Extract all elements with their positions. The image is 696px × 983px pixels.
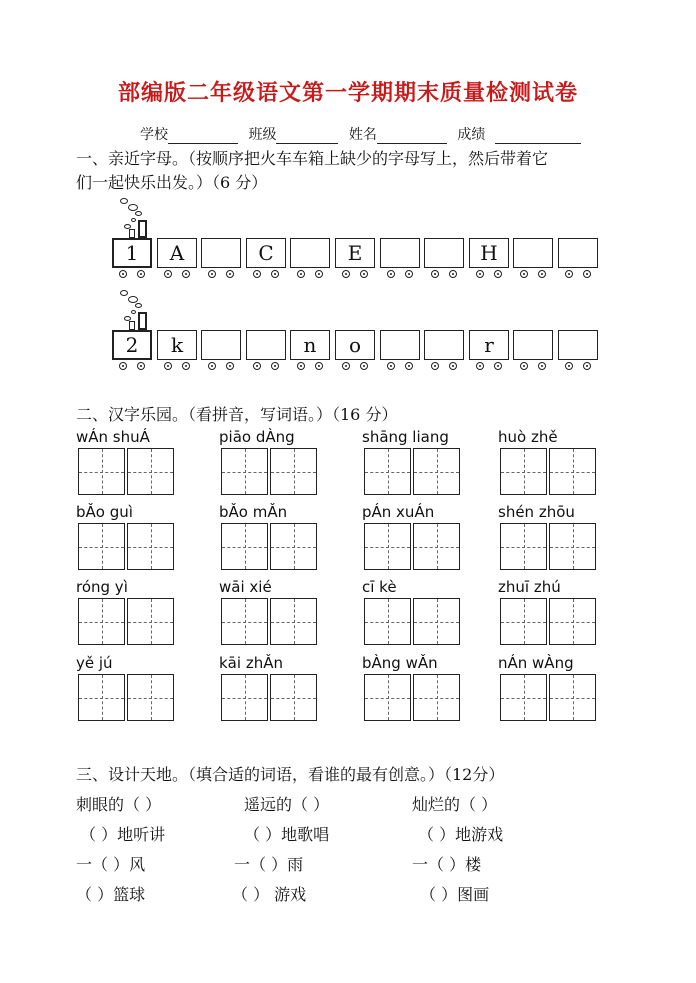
- tianzige-writing-box[interactable]: [270, 598, 317, 645]
- train-car-blank[interactable]: [424, 330, 464, 360]
- tianzige-writing-box[interactable]: [500, 674, 547, 721]
- tianzige-writing-box[interactable]: [364, 598, 411, 645]
- smoke-puff-icon: [135, 211, 142, 216]
- train-car: H: [469, 238, 509, 268]
- tianzige-writing-box[interactable]: [127, 523, 174, 570]
- name-label: 姓名: [348, 127, 377, 143]
- tianzige-writing-box[interactable]: [549, 674, 596, 721]
- pinyin-label: nÁn wÀng: [498, 654, 574, 672]
- tianzige-writing-box[interactable]: [364, 448, 411, 495]
- tianzige-writing-box[interactable]: [127, 448, 174, 495]
- pinyin-label: wāi xié: [219, 578, 272, 596]
- wheel-icon: [360, 270, 368, 278]
- pinyin-label: bǍo mǍn: [219, 503, 288, 521]
- pinyin-label: shén zhōu: [498, 503, 575, 521]
- wheel-icon: [565, 270, 573, 278]
- wheel-icon: [405, 270, 413, 278]
- train-car-blank[interactable]: [513, 238, 553, 268]
- page-title: 部编版二年级语文第一学期期末质量检测试卷: [117, 81, 578, 106]
- wheel-icon: [119, 362, 127, 370]
- pinyin-label: róng yì: [76, 578, 128, 596]
- tianzige-writing-box[interactable]: [127, 674, 174, 721]
- class-blank[interactable]: [276, 129, 338, 144]
- pinyin-label: bǍo guì: [76, 503, 133, 521]
- fill-item: 一（ ）楼: [412, 855, 482, 874]
- wheel-icon: [315, 270, 323, 278]
- wheel-icon: [315, 362, 323, 370]
- tianzige-writing-box[interactable]: [413, 523, 460, 570]
- tianzige-writing-box[interactable]: [500, 523, 547, 570]
- school-label: 学校: [140, 127, 168, 143]
- wheel-icon: [226, 270, 234, 278]
- wheel-icon: [297, 362, 305, 370]
- wheel-icon: [583, 270, 591, 278]
- wheel-icon: [476, 362, 484, 370]
- train-car: o: [335, 330, 375, 360]
- tianzige-writing-box[interactable]: [413, 448, 460, 495]
- tianzige-writing-box[interactable]: [364, 523, 411, 570]
- train-car-blank[interactable]: [290, 238, 330, 268]
- wheel-icon: [208, 270, 216, 278]
- wheel-icon: [431, 362, 439, 370]
- wheel-icon: [182, 270, 190, 278]
- wheel-icon: [520, 270, 528, 278]
- train-car-blank[interactable]: [558, 238, 598, 268]
- train-car: 1: [112, 238, 152, 268]
- pinyin-label: cī kè: [362, 578, 397, 596]
- score-label: 成绩: [457, 127, 486, 143]
- school-blank[interactable]: [168, 129, 238, 144]
- pinyin-label: zhuī zhú: [498, 578, 561, 596]
- tianzige-writing-box[interactable]: [549, 523, 596, 570]
- wheel-icon: [494, 362, 502, 370]
- pinyin-label: kāi zhǍn: [219, 654, 283, 672]
- fill-item: 遥远的（ ）: [244, 795, 330, 814]
- section2-heading: 二、汉字乐园。（看拼音，写词语。）（16 分）: [76, 405, 398, 424]
- wheel-icon: [342, 362, 350, 370]
- train-car-blank[interactable]: [424, 238, 464, 268]
- wheel-icon: [342, 270, 350, 278]
- wheel-icon: [271, 270, 279, 278]
- train-car-blank[interactable]: [513, 330, 553, 360]
- tianzige-writing-box[interactable]: [549, 448, 596, 495]
- section3-heading: 三、设计天地。（填合适的词语，看谁的最有创意。）（12分）: [76, 765, 505, 784]
- section1-instruction-line1: 一、亲近字母。（按顺序把火车车箱上缺少的字母写上，然后带着它: [76, 149, 549, 168]
- section1-instruction-line2: 们一起快乐出发。）（6 分）: [76, 173, 268, 192]
- wheel-icon: [405, 362, 413, 370]
- smoke-puff-icon: [128, 204, 138, 211]
- tianzige-writing-box[interactable]: [221, 523, 268, 570]
- train-car: n: [290, 330, 330, 360]
- wheel-icon: [253, 362, 261, 370]
- pinyin-label: huò zhě: [498, 428, 558, 446]
- chimney-icon: [138, 220, 147, 238]
- train-car-blank[interactable]: [201, 330, 241, 360]
- student-info-line: [140, 124, 587, 144]
- wheel-icon: [164, 270, 172, 278]
- train-car: k: [157, 330, 197, 360]
- tianzige-writing-box[interactable]: [221, 598, 268, 645]
- wheel-icon: [119, 270, 127, 278]
- pinyin-label: yě jú: [76, 654, 113, 672]
- wheel-icon: [137, 270, 145, 278]
- fill-item: 一（ ）雨: [234, 855, 304, 874]
- wheel-icon: [449, 270, 457, 278]
- train-car-blank[interactable]: [201, 238, 241, 268]
- fill-item: （ ）篮球: [76, 885, 146, 904]
- pinyin-label: piāo dÀng: [219, 428, 295, 446]
- wheel-icon: [164, 362, 172, 370]
- train-car-blank[interactable]: [380, 238, 420, 268]
- wheel-icon: [208, 362, 216, 370]
- tianzige-writing-box[interactable]: [270, 674, 317, 721]
- pinyin-label: shāng liang: [362, 428, 449, 446]
- wheel-icon: [538, 270, 546, 278]
- tianzige-writing-box[interactable]: [270, 523, 317, 570]
- wheel-icon: [271, 362, 279, 370]
- tianzige-writing-box[interactable]: [364, 674, 411, 721]
- name-blank[interactable]: [377, 129, 447, 144]
- wheel-icon: [297, 270, 305, 278]
- fill-item: （ ） 游戏: [232, 885, 307, 904]
- train-car: E: [335, 238, 375, 268]
- class-label: 班级: [248, 127, 277, 143]
- smoke-puff-icon: [131, 310, 136, 314]
- train-car-blank[interactable]: [558, 330, 598, 360]
- chimney-icon: [129, 229, 135, 238]
- wheel-icon: [226, 362, 234, 370]
- fill-item: （ ）图画: [420, 885, 490, 904]
- fill-item: 刺眼的（ ）: [76, 795, 162, 814]
- smoke-puff-icon: [131, 218, 136, 222]
- train-car: C: [246, 238, 286, 268]
- chimney-icon: [138, 312, 147, 330]
- train-car: A: [157, 238, 197, 268]
- wheel-icon: [253, 270, 261, 278]
- wheel-icon: [387, 270, 395, 278]
- fill-item: （ ）地听讲: [80, 825, 166, 844]
- wheel-icon: [538, 362, 546, 370]
- fill-item: 灿烂的（ ）: [412, 795, 498, 814]
- fill-item: （ ）地游戏: [418, 825, 504, 844]
- smoke-puff-icon: [120, 198, 128, 204]
- train-car-blank[interactable]: [246, 330, 286, 360]
- wheel-icon: [137, 362, 145, 370]
- wheel-icon: [494, 270, 502, 278]
- train-car: 2: [112, 330, 152, 360]
- wheel-icon: [431, 270, 439, 278]
- smoke-puff-icon: [120, 290, 128, 296]
- fill-item: 一（ ）风: [76, 855, 146, 874]
- tianzige-writing-box[interactable]: [221, 448, 268, 495]
- tianzige-writing-box[interactable]: [413, 598, 460, 645]
- tianzige-writing-box[interactable]: [78, 598, 125, 645]
- wheel-icon: [387, 362, 395, 370]
- tianzige-writing-box[interactable]: [413, 674, 460, 721]
- score-blank[interactable]: [495, 129, 581, 144]
- tianzige-writing-box[interactable]: [500, 448, 547, 495]
- tianzige-writing-box[interactable]: [221, 674, 268, 721]
- tianzige-writing-box[interactable]: [78, 523, 125, 570]
- pinyin-label: pÁn xuÁn: [362, 503, 435, 521]
- tianzige-writing-box[interactable]: [127, 598, 174, 645]
- smoke-puff-icon: [128, 296, 138, 303]
- smoke-puff-icon: [135, 303, 142, 308]
- wheel-icon: [520, 362, 528, 370]
- wheel-icon: [565, 362, 573, 370]
- wheel-icon: [182, 362, 190, 370]
- pinyin-label: wÁn shuÁ: [76, 428, 150, 446]
- tianzige-writing-box[interactable]: [78, 674, 125, 721]
- wheel-icon: [449, 362, 457, 370]
- pinyin-label: bÀng wǍn: [362, 654, 438, 672]
- train-car-blank[interactable]: [380, 330, 420, 360]
- wheel-icon: [583, 362, 591, 370]
- tianzige-writing-box[interactable]: [78, 448, 125, 495]
- tianzige-writing-box[interactable]: [500, 598, 547, 645]
- chimney-icon: [129, 321, 135, 330]
- tianzige-writing-box[interactable]: [270, 448, 317, 495]
- fill-item: （ ）地歌唱: [244, 825, 330, 844]
- tianzige-writing-box[interactable]: [549, 598, 596, 645]
- wheel-icon: [360, 362, 368, 370]
- wheel-icon: [476, 270, 484, 278]
- train-car: r: [469, 330, 509, 360]
